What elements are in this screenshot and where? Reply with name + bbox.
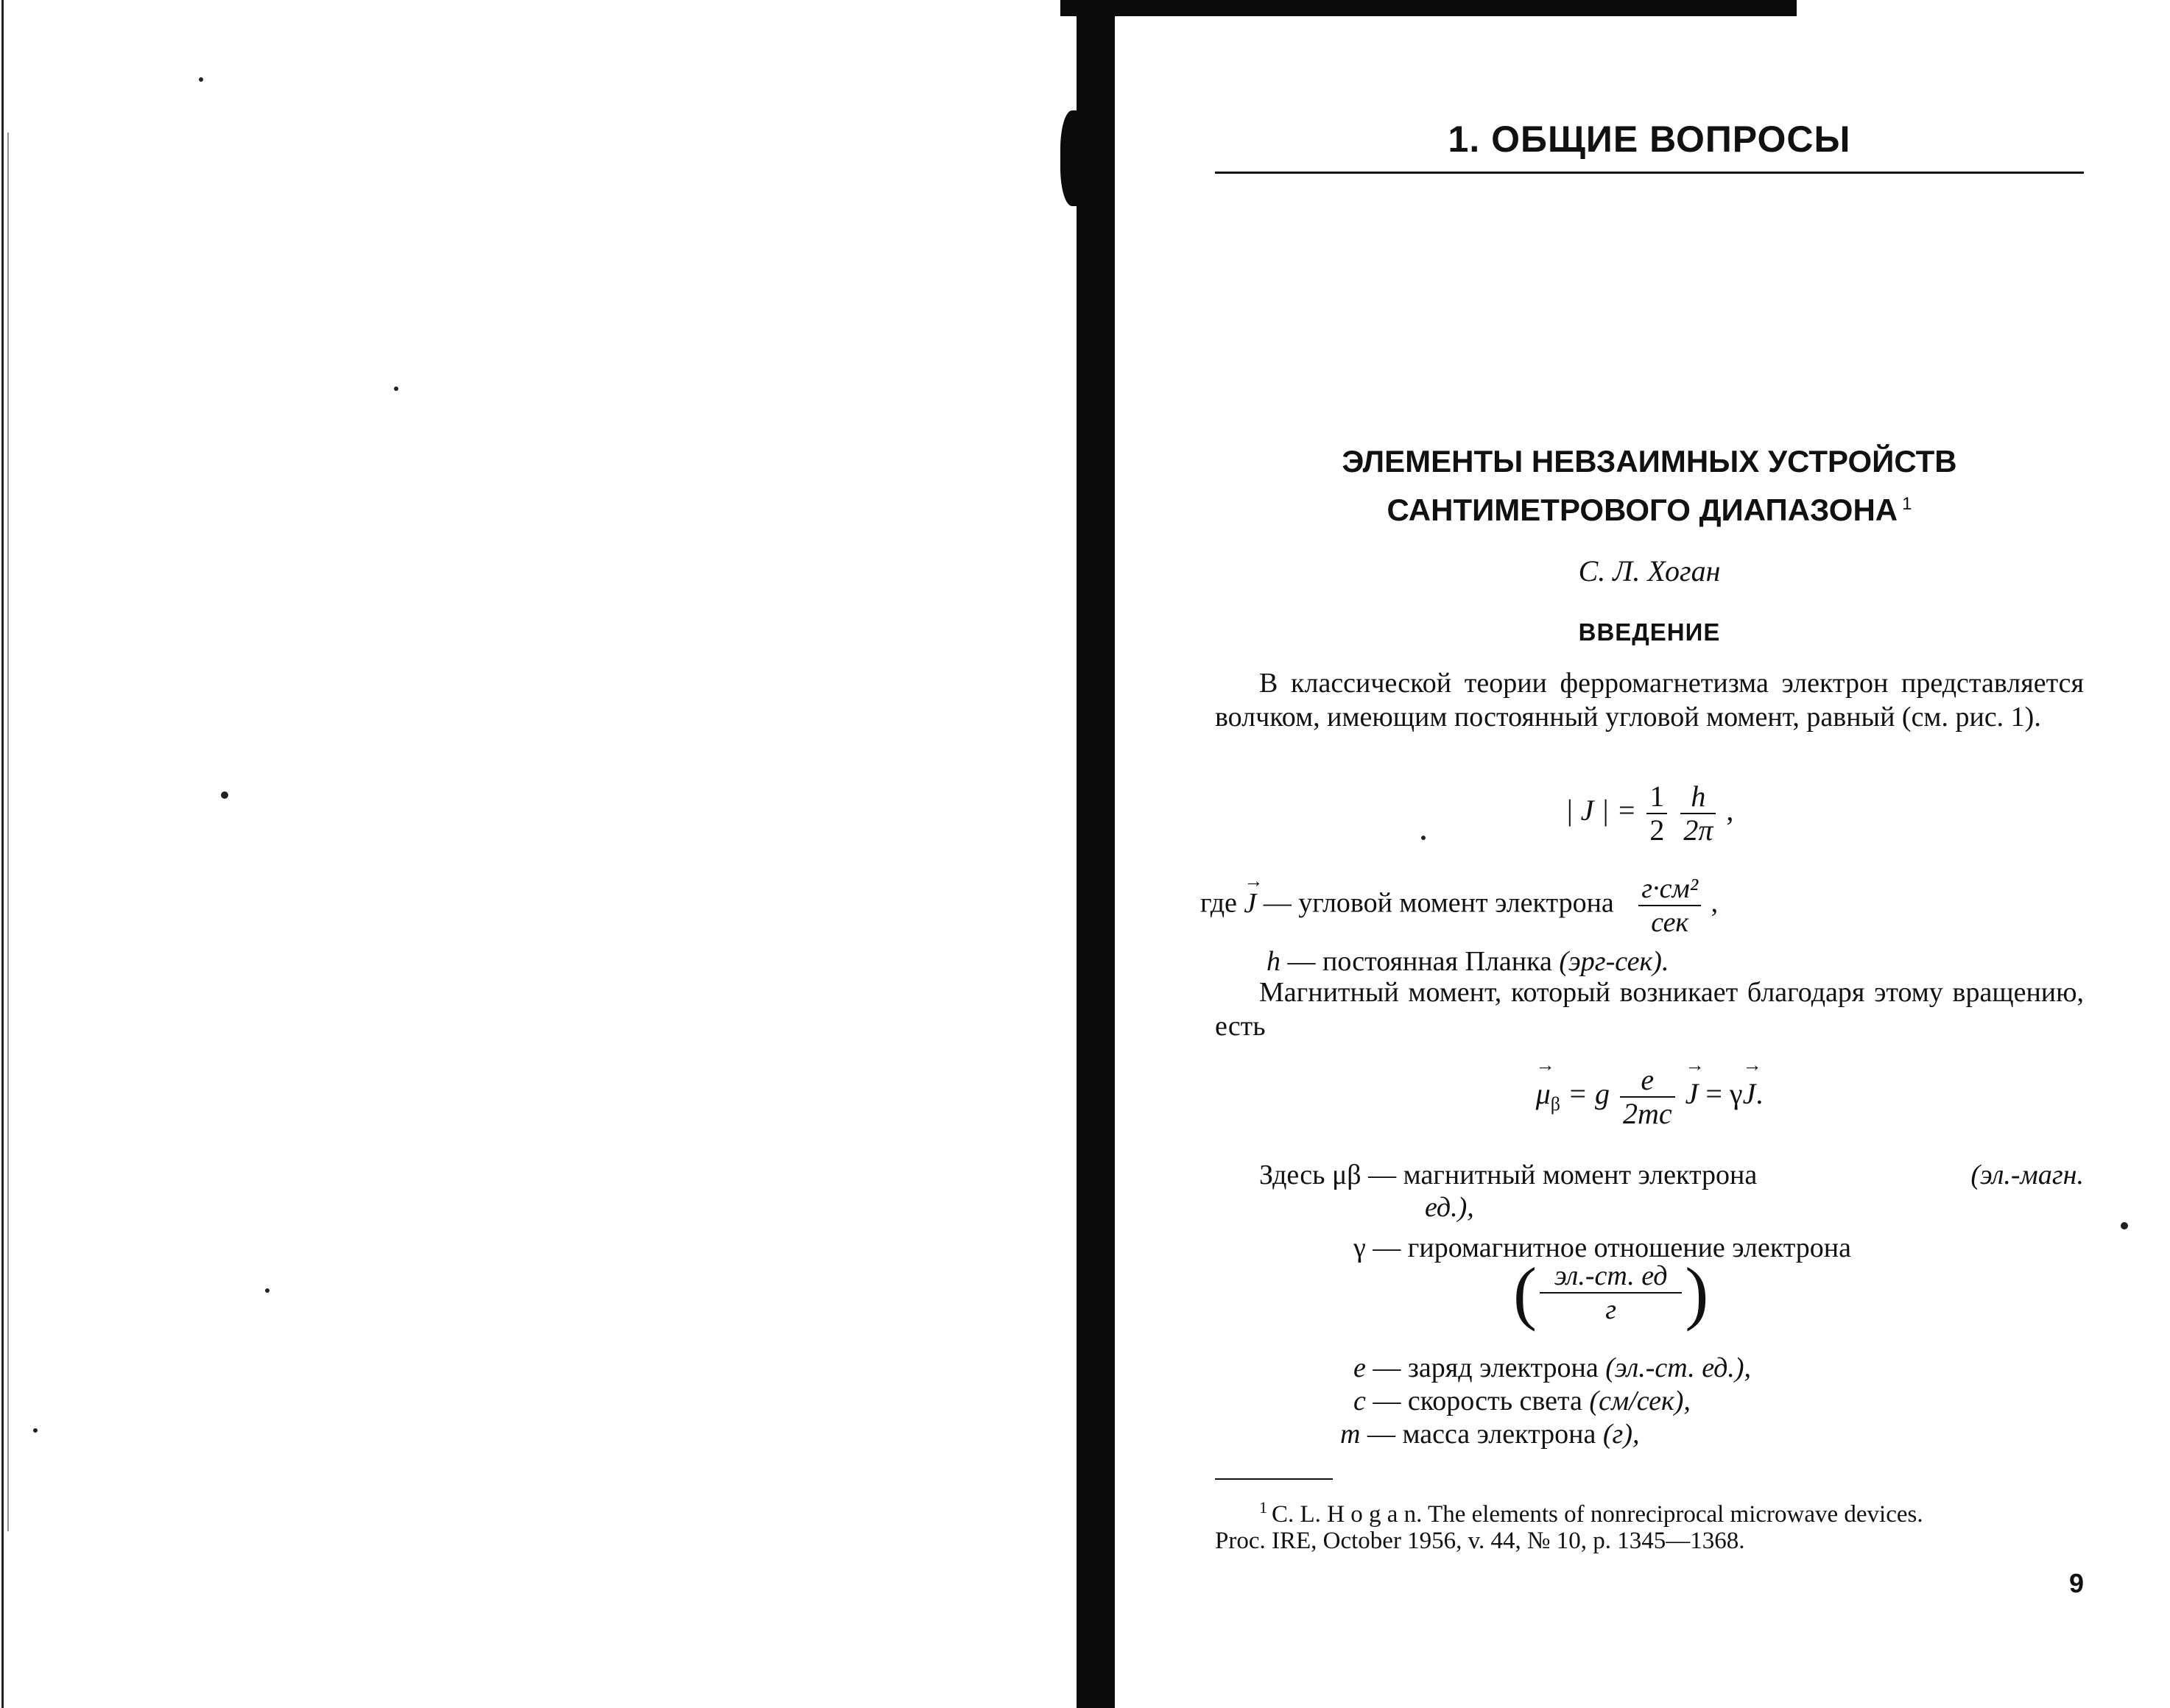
formula2-frac-den: 2mc (1622, 1097, 1672, 1130)
gamma-symbol: γ (1353, 1232, 1366, 1263)
gamma-unit-open-paren: ( (1513, 1253, 1537, 1332)
intro-paragraph-1-text: В классической теории ферромагнетизма электрон представляется волчком, имеющим постоянный угловой момент, равный (см. рис. 1). (1215, 668, 2084, 733)
section-heading: ВВЕДЕНИЕ (1578, 618, 1721, 646)
intro-paragraph-2-text: Магнитный момент, который возникает благодаря этому вращению, есть (1215, 977, 2084, 1042)
formula2-tail: . (1755, 1077, 1764, 1111)
scan-left-edge (1, 0, 4, 1708)
formula2-frac-num: e (1620, 1064, 1675, 1098)
formula2-eq2: = γ (1705, 1077, 1743, 1111)
right-page (1200, 0, 2084, 1708)
vector-J-symbol: → J (1244, 886, 1256, 920)
book-spine-shadow (1077, 0, 1115, 1708)
chapter-title: 1. ОБЩИЕ ВОПРОСЫ (1448, 119, 1851, 160)
formula1-lhs: | J | = (1565, 794, 1637, 827)
formula1-frac2-den: 2π (1683, 814, 1713, 847)
unit-J-fraction (1638, 872, 1701, 939)
planck-text: — постоянная Планка (1287, 946, 1552, 977)
scan-speck (199, 77, 203, 82)
definition-J-line (1200, 872, 1718, 939)
e-symbol: e (1353, 1352, 1366, 1383)
scan-speck (394, 387, 398, 391)
gamma-unit (1513, 1253, 1709, 1332)
planck-unit: (эрг-сек). (1559, 946, 1669, 977)
mu-symbol: μ (1535, 1077, 1551, 1111)
gamma-unit-num: эл.-ст. ед (1540, 1260, 1682, 1294)
unit-J-num: г·см² (1638, 872, 1701, 906)
definition-h-line (1267, 945, 1669, 978)
formula1-frac2-num: h (1680, 780, 1716, 814)
article-title-line2-text: САНТИМЕТРОВОГО ДИАПАЗОНА (1387, 493, 1898, 527)
gamma-unit-fraction (1540, 1260, 1682, 1326)
m-symbol: m (1340, 1419, 1361, 1450)
formula-angular-momentum (1215, 780, 2084, 847)
scan-speck (33, 1428, 38, 1433)
scan-speck (221, 791, 228, 799)
where-prefix: где (1200, 887, 1237, 919)
vector-J-symbol-3: → J (1743, 1076, 1756, 1111)
formula1-frac1-den: 2 (1649, 814, 1665, 847)
mu-subscript: β (1550, 1093, 1560, 1115)
formula-magnetic-moment (1215, 1064, 2084, 1130)
c-text: — скорость света (1373, 1386, 1582, 1416)
author-name: С. Л. Хоган (1578, 554, 1721, 587)
unit-J-den: сек (1651, 907, 1689, 938)
footnote-marker: 1 (1259, 1498, 1267, 1517)
definition-c-line (1353, 1384, 1691, 1418)
c-unit: (см/сек), (1589, 1386, 1691, 1416)
gamma-unit-den: г (1605, 1294, 1617, 1325)
intro-paragraph-1 (1215, 666, 2084, 734)
gamma-text: — гиромагнитное отношение электрона (1373, 1232, 1851, 1263)
e-text: — заряд электрона (1373, 1352, 1599, 1383)
m-text: — масса электрона (1367, 1419, 1596, 1450)
article-title (1215, 440, 2084, 532)
formula1-fraction-1 (1646, 780, 1667, 847)
definition-J-text: — угловой момент электрона (1263, 887, 1614, 919)
footnote-line1-text: C. L. H o g a n. The elements of nonreciprocal microwave devices. (1272, 1501, 1923, 1528)
vector-J-symbol-2: → J (1685, 1076, 1699, 1111)
gamma-unit-close-paren: ) (1685, 1253, 1709, 1332)
unit-J-tail: , (1711, 887, 1719, 919)
formula1-frac1-num: 1 (1646, 780, 1667, 814)
definition-mu-line (1259, 1158, 1757, 1192)
c-symbol: c (1353, 1386, 1366, 1416)
e-unit: (эл.-ст. ед.), (1605, 1352, 1752, 1383)
scan-left-edge-shadow (7, 133, 9, 1531)
mu-b-text: — магнитный момент электрона (1368, 1160, 1758, 1190)
footnote (1215, 1494, 2084, 1554)
footnote-rule (1215, 1478, 1333, 1480)
formula1-tail: , (1726, 794, 1734, 827)
footnote-line1 (1215, 1494, 2084, 1528)
formula2-fraction (1620, 1064, 1675, 1130)
definition-m-line (1340, 1417, 1640, 1451)
definitions-prefix: Здесь (1259, 1160, 1325, 1190)
definition-e-line (1353, 1351, 1751, 1385)
formula1-fraction-2 (1680, 780, 1716, 847)
mu-b-unit-start: (эл.-магн. (1970, 1160, 2084, 1190)
scan-speck (265, 1288, 270, 1293)
m-unit: (г), (1602, 1419, 1640, 1450)
spine-shadow-flare (1060, 110, 1090, 206)
intro-paragraph-2 (1215, 975, 2084, 1043)
planck-symbol: h (1267, 946, 1280, 977)
formula2-eq1: = g (1567, 1077, 1610, 1111)
chapter-rule (1215, 172, 2084, 174)
footnote-line2: Proc. IRE, October 1956, v. 44, № 10, p. 1345—1368. (1215, 1528, 1745, 1554)
article-title-line2 (1215, 483, 2084, 532)
scan-speck (2121, 1222, 2128, 1229)
mu-b-symbol: μβ (1331, 1160, 1361, 1190)
vector-mu-symbol (1536, 1076, 1551, 1111)
footnote-reference: 1 (1902, 494, 1912, 514)
page-number: 9 (2068, 1568, 2084, 1598)
mu-b-unit-end: ед.), (1425, 1192, 1474, 1223)
article-title-line1: ЭЛЕМЕНТЫ НЕВЗАИМНЫХ УСТРОЙСТВ (1342, 444, 1957, 479)
